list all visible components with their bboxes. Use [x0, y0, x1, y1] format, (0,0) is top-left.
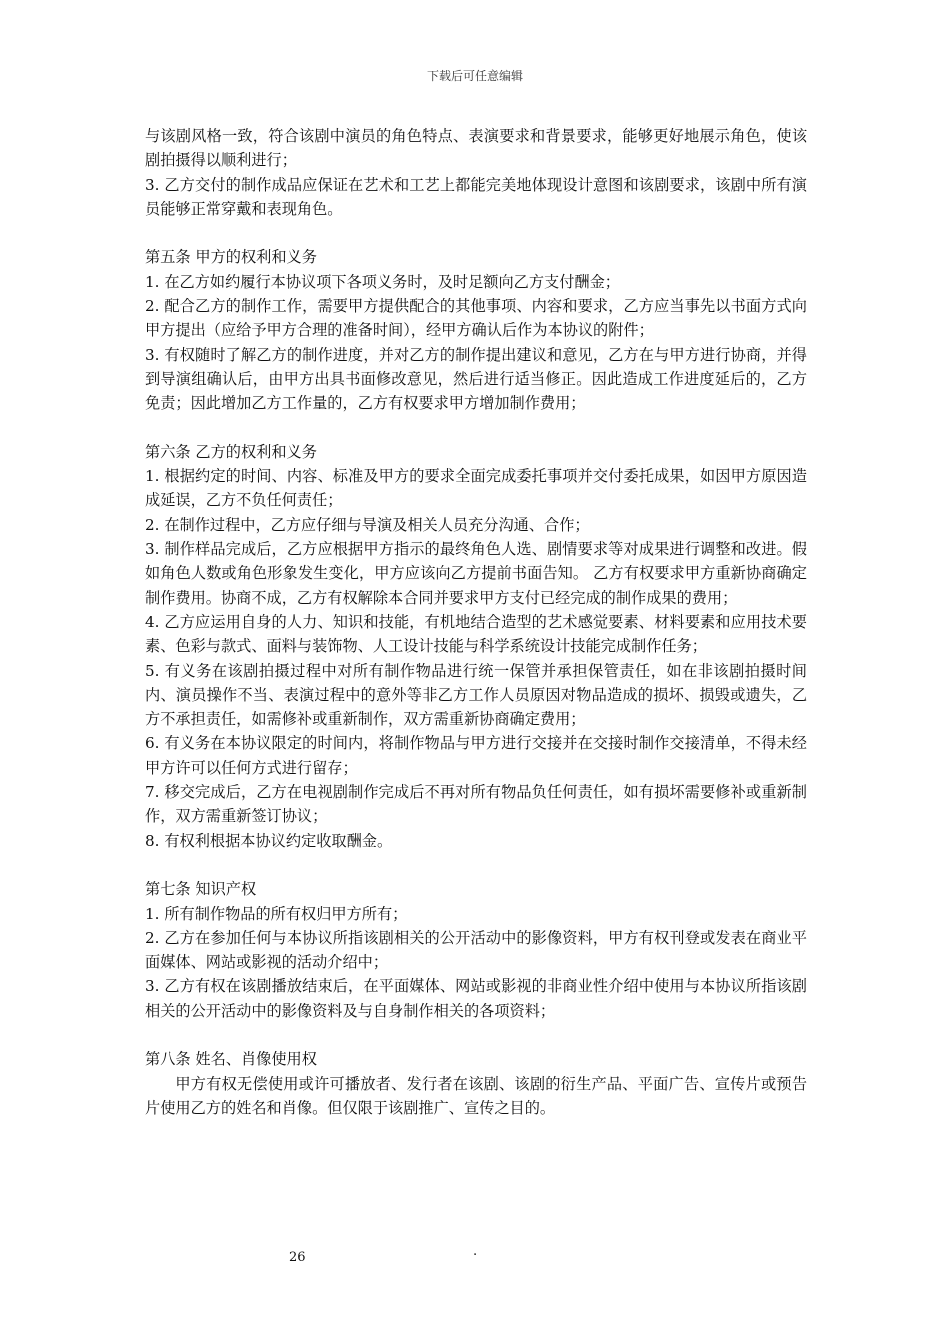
- paragraph: 7. 移交完成后，乙方在电视剧制作完成后不再对所有物品负任何责任，如有损坏需要修补或重新制作，双方需重新签订协议；: [145, 783, 807, 826]
- paragraph: 第五条 甲方的权利和义务: [145, 248, 317, 267]
- paragraph: 1. 所有制作物品的所有权归甲方所有；: [145, 904, 408, 923]
- paragraph: 3. 制作样品完成后，乙方应根据甲方指示的最终角色人选、剧情要求等对成果进行调整和改进。假如角色人数或角色形象发生变化，甲方应该向乙方提前书面告知。 乙方有权要求甲方重新协商确定制作费用。协商不成，乙方有权解除本合同并要求甲方支付已经完成的制作成果的费用；: [145, 540, 807, 607]
- document-body: [145, 124, 807, 1120]
- paragraph: 3. 有权随时了解乙方的制作进度，并对乙方的制作提出建议和意见，乙方在与甲方进行协商，并得到导演组确认后，由甲方出具书面修改意见，然后进行适当修正。因此造成工作进度延后的，乙方免责；因此增加乙方工作量的，乙方有权要求甲方增加制作费用；: [145, 345, 807, 413]
- paragraph: 1. 在乙方如约履行本协议项下各项义务时，及时足额向乙方支付酬金；: [145, 272, 620, 291]
- paragraph: 2. 乙方在参加任何与本协议所指该剧相关的公开活动中的影像资料，甲方有权刊登或发表在商业平面媒体、网站或影视的活动介绍中；: [145, 928, 807, 972]
- paragraph: 3. 乙方有权在该剧播放结束后，在平面媒体、网站或影视的非商业性介绍中使用与本协议所指该剧相关的公开活动中的影像资料及与自身制作相关的各项资料；: [145, 977, 807, 1020]
- paragraph: 甲方有权无偿使用或许可播放者、发行者在该剧、该剧的衍生产品、平面广告、宣传片或预告片使用乙方的姓名和肖像。但仅限于该剧推广、宣传之目的。: [145, 1074, 807, 1117]
- paragraph: 4. 乙方应运用自身的人力、知识和技能，有机地结合造型的艺术感觉要素、材料要素和应用技术要素、色彩与款式、面料与装饰物、人工设计技能与科学系统设计技能完成制作任务；: [145, 612, 807, 656]
- paragraph: 与该剧风格一致，符合该剧中演员的角色特点、表演要求和背景要求，能够更好地展示角色，使该剧拍摄得以顺利进行；: [145, 127, 807, 170]
- paragraph: 8. 有权利根据本协议约定收取酬金。: [145, 831, 393, 850]
- paragraph: 5. 有义务在该剧拍摄过程中对所有制作物品进行统一保管并承担保管责任，如在非该剧拍摄时间内、演员操作不当、表演过程中的意外等非乙方工作人员原因对物品造成的损坏、损毁或遗失，乙方不承担责任，如需修补或重新制作，双方需重新协商确定费用；: [145, 661, 807, 729]
- paragraph: 3. 乙方交付的制作成品应保证在艺术和工艺上都能完美地体现设计意图和该剧要求，该剧中所有演员能够正常穿戴和表现角色。: [145, 175, 807, 218]
- paragraph: 第七条 知识产权: [145, 880, 257, 899]
- paragraph-gap: [145, 221, 807, 245]
- paragraph-gap: [145, 1023, 807, 1047]
- paragraph: 2. 在制作过程中，乙方应仔细与导演及相关人员充分沟通、合作；: [145, 515, 590, 534]
- paragraph: 第六条 乙方的权利和义务: [145, 442, 317, 461]
- paragraph: 1. 根据约定的时间、内容、标准及甲方的要求全面完成委托事项并交付委托成果，如因甲方原因造成延误，乙方不负任何责任；: [145, 467, 807, 510]
- footer-dot: .: [473, 1244, 478, 1259]
- page-header: 下载后可任意编辑: [426, 69, 523, 83]
- paragraph-gap: [145, 416, 807, 440]
- paragraph: 2. 配合乙方的制作工作，需要甲方提供配合的其他事项、内容和要求，乙方应当事先以书面方式向甲方提出（应给予甲方合理的准备时间），经甲方确认后作为本协议的附件；: [145, 297, 807, 340]
- paragraph-gap: [145, 853, 807, 877]
- paragraph: 第八条 姓名、肖像使用权: [145, 1050, 317, 1069]
- paragraph: 6. 有义务在本协议限定的时间内，将制作物品与甲方进行交接并在交接时制作交接清单，不得未经甲方许可以任何方式进行留存；: [145, 734, 807, 777]
- page-number: 26: [289, 1250, 306, 1265]
